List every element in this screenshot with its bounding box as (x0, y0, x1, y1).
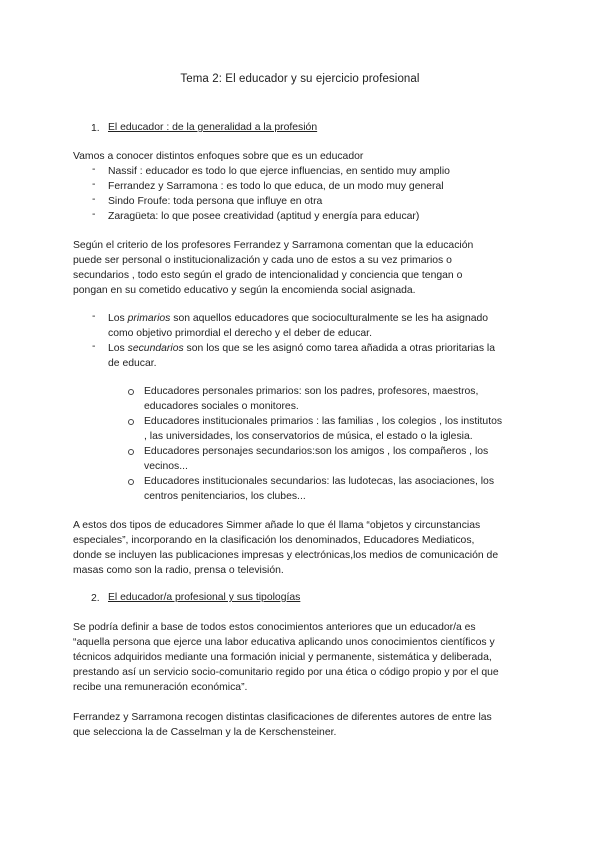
intro-text: Vamos a conocer distintos enfoques sobre que es un educador (73, 151, 364, 162)
primarios-term: primarios (127, 313, 171, 324)
bullet-dash: - (92, 209, 96, 220)
subitem-line: centros penitenciarios, los clubes... (144, 491, 306, 502)
paragraph-line: prestando así un servicio socio-comunitario regido por una ética o código propio y por el que (73, 667, 499, 678)
circle-bullet (128, 479, 134, 485)
bullet-dash: - (92, 164, 96, 175)
circle-bullet (128, 389, 134, 395)
paragraph-line: “aquella persona que ejerce una labor educativa aplicando unos conocimientos científicos y (73, 637, 495, 648)
secundarios-item-cont: de educar. (108, 358, 157, 369)
paragraph-line: Ferrandez y Sarramona recogen distintas clasificaciones de diferentes autores de entre las (73, 712, 492, 723)
paragraph-line: técnicos adquiridos mediante una formación inicial y permanente, sistemática y deliberada, (73, 652, 492, 663)
paragraph-line: donde se incluyen las publicaciones impresas y electrónicas,los medios de comunicación de (73, 550, 499, 561)
paragraph-line: puede ser personal o institucionalización y cada uno de estos a su vez primarios o (73, 255, 452, 266)
primarios-item: Los primarios son aquellos educadores que socioculturalmente se les ha asignado (108, 313, 489, 324)
paragraph-line: pongan en su cometido educativo y según la encomienda social asignada. (73, 285, 416, 296)
subitem-line: educadores sociales o monitores. (144, 401, 299, 412)
definition-item: Ferrandez y Sarramona : es todo lo que educa, de un modo muy general (108, 181, 444, 192)
paragraph-line: Se podría definir a base de todos estos conocimientos anteriores que un educador/a es (73, 622, 476, 633)
section-2-heading: El educador/a profesional y sus tipologías (108, 592, 301, 603)
paragraph-line: secundarios , todo esto según el grado de intencionalidad y conciencia que tengan o (73, 270, 463, 281)
circle-bullet (128, 449, 134, 455)
paragraph-line: que selecciona la de Casselman y la de Kerschensteiner. (73, 727, 337, 738)
subitem-line: Educadores institucionales secundarios: las ludotecas, las asociaciones, los (144, 476, 495, 487)
bullet-dash: - (92, 194, 96, 205)
paragraph-line: recibe una remuneración económica”. (73, 682, 248, 693)
paragraph-line: Según el criterio de los profesores Ferrandez y Sarramona comentan que la educación (73, 240, 474, 251)
paragraph-line: especiales”, incorporando en la clasificación los denominados, Educadores Mediaticos, (73, 535, 475, 546)
circle-bullet (128, 419, 134, 425)
subitem-line: vecinos... (144, 461, 188, 472)
definition-item: Nassif : educador es todo lo que ejerce influencias, en sentido muy amplio (108, 166, 450, 177)
section-1-number: 1. (91, 123, 100, 134)
section-2-number: 2. (91, 593, 100, 604)
paragraph-line: masas como son la radio, prensa o televisión. (73, 565, 284, 576)
subitem-line: Educadores institucionales primarios : las familias , los colegios , los institutos (144, 416, 503, 427)
bullet-dash: - (92, 179, 96, 190)
definition-item: Zaragüeta: lo que posee creatividad (aptitud y energía para educar) (108, 211, 420, 222)
subitem-line: , las universidades, los conservatorios de música, el estado o la iglesia. (144, 431, 473, 442)
page-title: Tema 2: El educador y su ejercicio profesional (180, 73, 420, 85)
section-1-heading: El educador : de la generalidad a la profesión (108, 122, 318, 133)
subitem-line: Educadores personales primarios: son los padres, profesores, maestros, (144, 386, 479, 397)
definition-item: Sindo Froufe: toda persona que influye en otra (108, 196, 323, 207)
bullet-dash: - (92, 311, 96, 322)
primarios-item-cont: como objetivo primordial el derecho y el deber de educar. (108, 328, 372, 339)
secundarios-term: secundarios (127, 343, 184, 354)
bullet-dash: - (92, 341, 96, 352)
subitem-line: Educadores personajes secundarios:son los amigos , los compañeros , los (144, 446, 489, 457)
paragraph-line: A estos dos tipos de educadores Simmer añade lo que él llama “objetos y circunstancias (73, 520, 481, 531)
secundarios-item: Los secundarios son los que se les asignó como tarea añadida a otras prioritarias la (108, 343, 495, 354)
